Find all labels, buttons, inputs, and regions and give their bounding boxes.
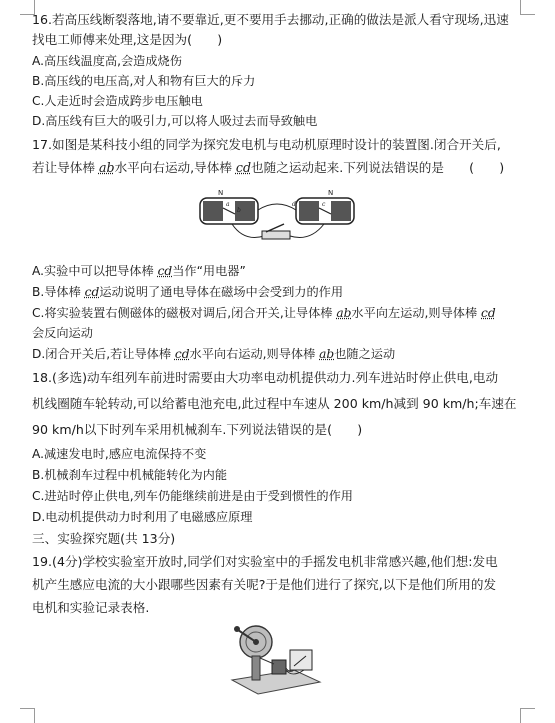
q18-option-d: D.电动机提供动力时利用了电磁感应原理 xyxy=(32,510,253,524)
q19-stem-line1: 19.(4分)学校实验室开放时,同学们对实验室中的手摇发电机非常感兴趣,他们想:发电 xyxy=(32,554,498,569)
q17-option-d: D.闭合开关后,若让导体棒 cd水平向右运动,则导体棒 ab也随之运动 xyxy=(32,347,396,361)
q18-stem-line3: 90 km/h以下时列车采用机械刹车.下列说法错误的是( ) xyxy=(32,422,363,437)
q17-option-b: B.导体棒 cd运动说明了通电导体在磁场中会受到力的作用 xyxy=(32,285,344,299)
q18-option-b: B.机械刹车过程中机械能转化为内能 xyxy=(32,468,228,482)
label-a: a xyxy=(226,201,230,208)
q18-option-a: A.减速发电时,感应电流保持不变 xyxy=(32,447,207,461)
q16-stem-line1: 16.若高压线断裂落地,请不要靠近,更不要用手去挪动,正确的做法是派人看守现场,迅速 xyxy=(32,12,509,27)
q18-stem-line2: 机线圈随车轮转动,可以给蓄电池充电,此过程中车速从 200 km/h减到 90 km/h;车速在 xyxy=(32,396,517,411)
crop-mark-bottom-right xyxy=(520,708,535,723)
crop-mark-bottom-left xyxy=(20,708,35,723)
q17-stem-line1: 17.如图是某科技小组的同学为探究发电机与电动机原理时设计的装置图.闭合开关后, xyxy=(32,137,501,152)
label-d: d xyxy=(292,201,296,208)
q19-stem-line2: 机产生感应电流的大小跟哪些因素有关呢?于是他们进行了探究,以下是他们所用的发 xyxy=(32,577,497,592)
crop-mark-top-right xyxy=(520,0,535,15)
q17-option-c-line2: 会反向运动 xyxy=(32,326,93,340)
q19-stem-line3: 电机和实验记录表格. xyxy=(32,600,150,615)
q17-stem-line2: 若让导体棒 ab水平向右运动,导体棒 cd也随之运动起来.下列说法错误的是 ( ) xyxy=(32,160,505,175)
generator-motor-figure xyxy=(192,184,362,250)
q16-stem-line2: 找电工师傅来处理,这是因为( ) xyxy=(32,32,223,47)
q18-stem-line1: 18.(多选)动车组列车前进时需要由大功率电动机提供动力.列车进站时停止供电,电动 xyxy=(32,370,499,385)
hand-crank-generator-figure xyxy=(228,620,324,700)
label-n-right: N xyxy=(328,189,334,197)
label-b: b xyxy=(237,207,241,214)
q16-option-c: C.人走近时会造成跨步电压触电 xyxy=(32,94,203,108)
label-n-left: N xyxy=(218,189,224,197)
q18-option-c: C.进站时停止供电,列车仍能继续前进是由于受到惯性的作用 xyxy=(32,489,353,503)
q16-option-d: D.高压线有巨大的吸引力,可以将人吸过去而导致触电 xyxy=(32,114,318,128)
q17-option-c-line1: C.将实验装置右侧磁体的磁极对调后,闭合开关,让导体棒 ab水平向左运动,则导体棒 cd xyxy=(32,306,496,320)
q16-option-a: A.高压线温度高,会造成烧伤 xyxy=(32,54,182,68)
section-heading: 三、实验探究题(共 13分) xyxy=(32,531,176,546)
q17-option-a: A.实验中可以把导体棒 cd当作“用电器” xyxy=(32,264,246,278)
q16-option-b: B.高压线的电压高,对人和物有巨大的斥力 xyxy=(32,74,256,88)
label-c: c xyxy=(322,201,326,208)
